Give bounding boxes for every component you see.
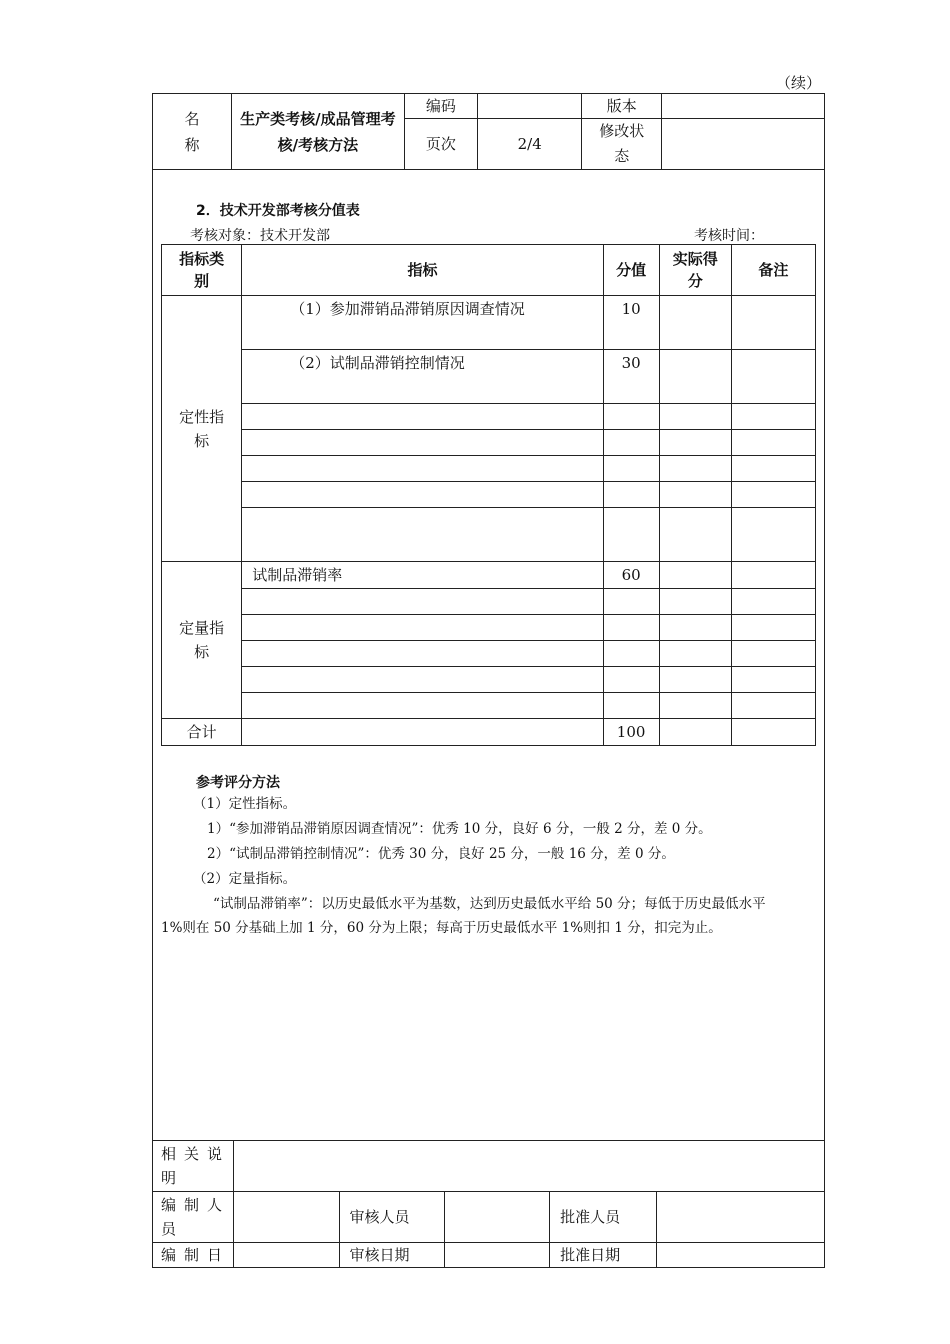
category-qualitative: 定性指标: [162, 296, 242, 562]
footer-table: [152, 1140, 825, 1268]
remark-cell[interactable]: [731, 350, 815, 404]
review-date-value[interactable]: [444, 1243, 549, 1268]
code-value: [477, 94, 582, 119]
revision-value: [662, 119, 825, 170]
name-label: 名 称: [153, 94, 232, 170]
table-row: [162, 667, 816, 693]
notes-value[interactable]: [234, 1141, 825, 1192]
score-table: [161, 244, 816, 746]
reviewer-value[interactable]: [444, 1192, 549, 1243]
score-cell: 30: [603, 350, 659, 404]
target-label: 考核对象：技术开发部: [190, 228, 330, 244]
table-row: [162, 296, 816, 350]
prepared-by-label: 编制人员: [153, 1192, 234, 1243]
method-line: “试制品滞销率”：以历史最低水平为基数，达到历史最低水平给 50 分；每低于历史最低水平: [213, 896, 766, 912]
prepared-date-label: 编制日: [153, 1243, 234, 1268]
prepared-date-value[interactable]: [234, 1243, 339, 1268]
document-title: 生产类考核/成品管理考核/考核方法: [232, 94, 405, 170]
table-row: [162, 430, 816, 456]
reviewer-label: 审核人员: [339, 1192, 444, 1243]
actual-cell[interactable]: [659, 296, 731, 350]
page-value: 2/4: [477, 119, 582, 170]
time-label: 考核时间：: [694, 228, 764, 244]
col-remark: 备注: [731, 245, 815, 296]
col-category: 指标类别: [162, 245, 242, 296]
indicator-cell: （2）试制品滞销控制情况: [242, 350, 603, 404]
table-row: [162, 508, 816, 562]
approver-label: 批准人员: [550, 1192, 657, 1243]
page-label: 页次: [404, 119, 477, 170]
section-title: 2．技术开发部考核分值表: [196, 203, 360, 219]
score-cell: 60: [603, 562, 659, 589]
method-line: （2）定量指标。: [193, 871, 297, 887]
continued-label: （续）: [776, 74, 822, 92]
table-row: [162, 615, 816, 641]
category-quantitative: 定量指标: [162, 562, 242, 719]
remark-cell[interactable]: [731, 562, 815, 589]
notes-label: 相关说明: [153, 1141, 234, 1192]
version-label: 版本: [582, 94, 662, 119]
col-indicator: 指标: [242, 245, 603, 296]
method-line: 1）“参加滞销品滞销原因调查情况”：优秀 10 分，良好 6 分，一般 2 分，差 0 分。: [207, 821, 712, 837]
table-row: [162, 693, 816, 719]
method-line: （1）定性指标。: [193, 796, 297, 812]
revision-label: 修改状态: [582, 119, 662, 170]
table-row: [162, 641, 816, 667]
table-row: [162, 562, 816, 589]
version-value: [662, 94, 825, 119]
score-cell: 10: [603, 296, 659, 350]
table-row: [162, 456, 816, 482]
total-actual[interactable]: [659, 719, 731, 746]
total-remark[interactable]: [731, 719, 815, 746]
prepared-by-value[interactable]: [234, 1192, 339, 1243]
approver-value[interactable]: [657, 1192, 825, 1243]
approve-date-label: 批准日期: [550, 1243, 657, 1268]
actual-cell[interactable]: [659, 562, 731, 589]
approve-date-value[interactable]: [657, 1243, 825, 1268]
review-date-label: 审核日期: [339, 1243, 444, 1268]
total-row: [162, 719, 816, 746]
col-actual: 实际得分: [659, 245, 731, 296]
remark-cell[interactable]: [731, 296, 815, 350]
indicator-cell: 试制品滞销率: [242, 562, 603, 589]
method-title: 参考评分方法: [196, 775, 280, 791]
total-label: 合计: [162, 719, 242, 746]
actual-cell[interactable]: [659, 350, 731, 404]
method-line: 2）“试制品滞销控制情况”：优秀 30 分，良好 25 分，一般 16 分，差 0 分。: [207, 846, 675, 862]
table-row: [162, 350, 816, 404]
method-line: 1%则在 50 分基础上加 1 分，60 分为上限；每高于历史最低水平 1%则扣 1 分，扣完为止。: [161, 920, 722, 936]
total-value: 100: [603, 719, 659, 746]
table-row: [162, 589, 816, 615]
code-label: 编码: [404, 94, 477, 119]
indicator-cell: （1）参加滞销品滞销原因调查情况: [242, 296, 603, 350]
table-row: [162, 482, 816, 508]
table-row: [162, 404, 816, 430]
header-table: [152, 93, 825, 170]
col-score: 分值: [603, 245, 659, 296]
